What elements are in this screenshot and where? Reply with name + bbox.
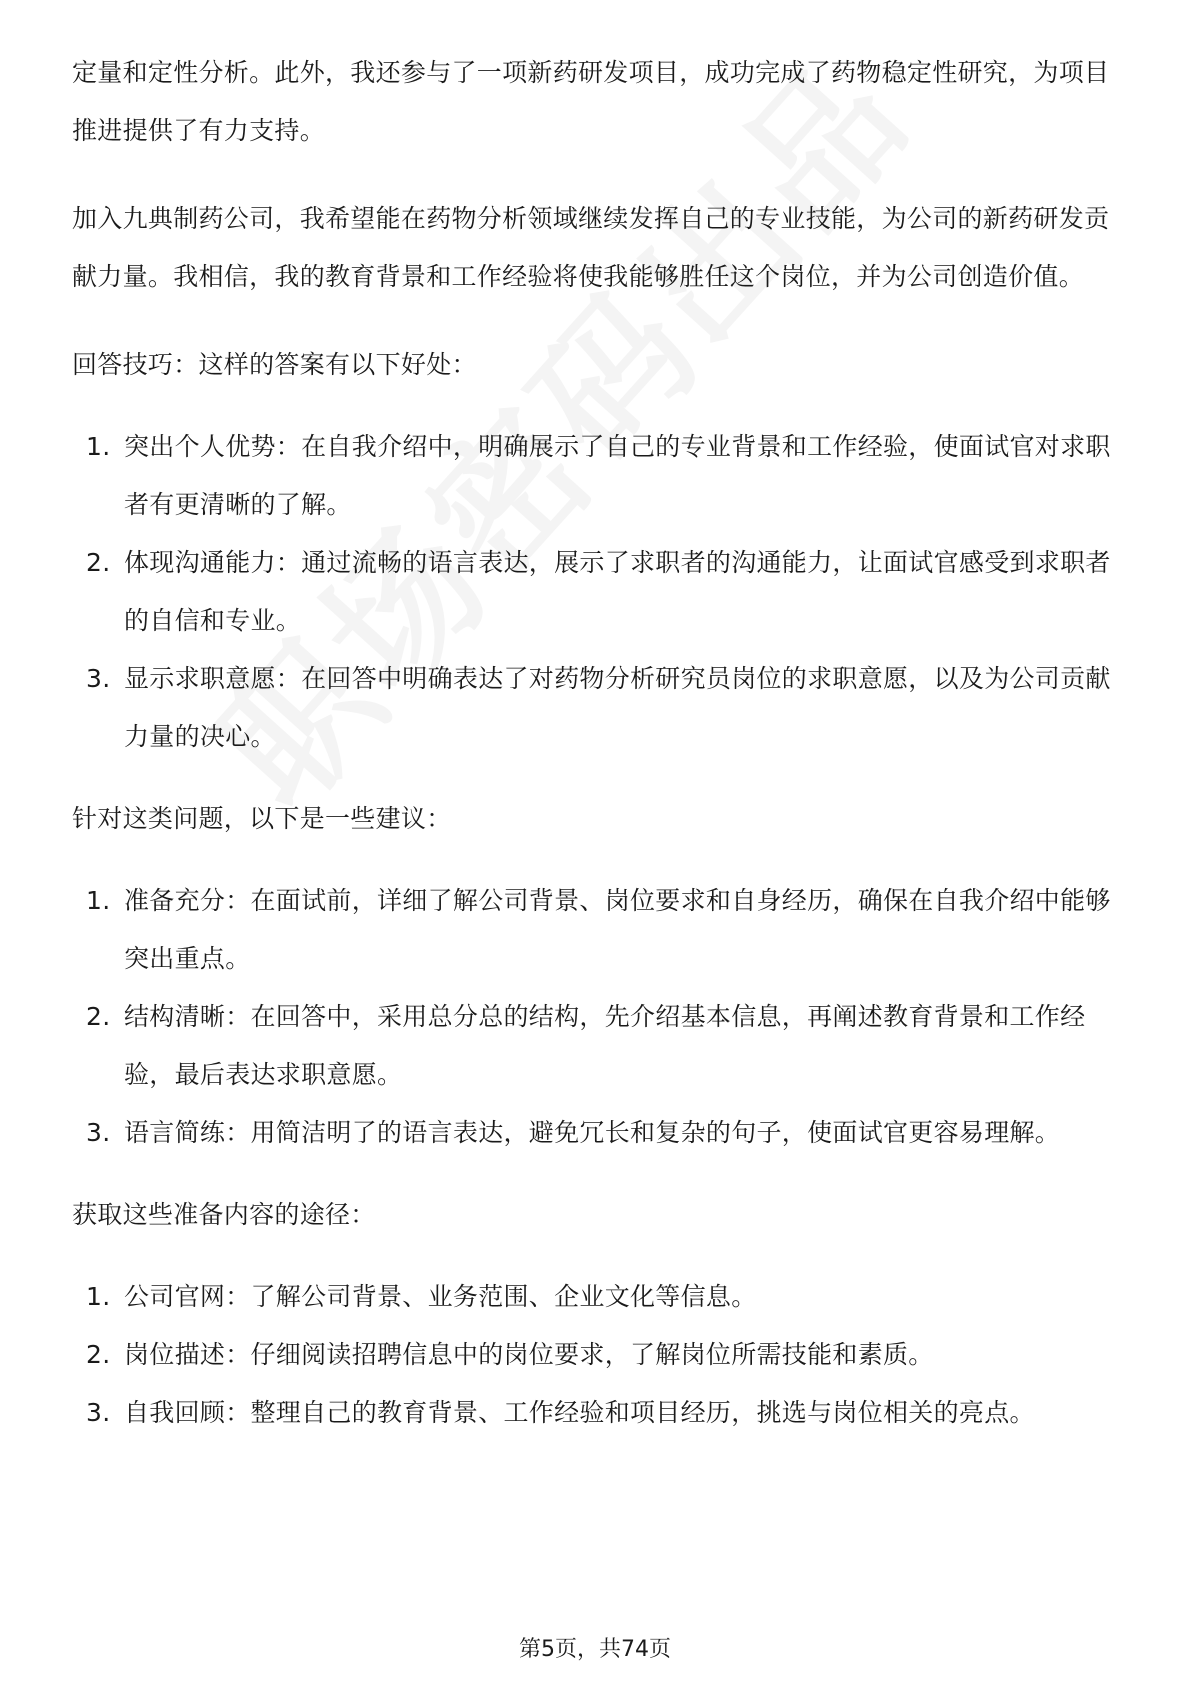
- paragraph-tips-heading: 回答技巧：这样的答案有以下好处：: [72, 350, 477, 379]
- list-item: [72, 418, 1122, 534]
- list-item: [72, 534, 1122, 650]
- list-number: 1.: [86, 432, 111, 461]
- list-number: 3.: [86, 664, 111, 693]
- paragraph-advice-heading: 针对这类问题，以下是一些建议：: [72, 804, 452, 833]
- list-item: [72, 1268, 1122, 1326]
- list-item-text: 自我回顾：整理自己的教育背景、工作经验和项目经历，挑选与岗位相关的亮点。: [124, 1398, 1035, 1427]
- list-number: 3.: [86, 1398, 111, 1427]
- list-number: 2.: [86, 1002, 111, 1031]
- list-number: 3.: [86, 1118, 111, 1147]
- list-item: [72, 1326, 1122, 1384]
- list-item: [72, 872, 1122, 988]
- list-item-text: 显示求职意愿：在回答中明确表达了对药物分析研究员岗位的求职意愿，以及为公司贡献力量的决心。: [124, 664, 1111, 751]
- paragraph-motivation: 加入九典制药公司，我希望能在药物分析领域继续发挥自己的专业技能，为公司的新药研发贡献力量。我相信，我的教育背景和工作经验将使我能够胜任这个岗位，并为公司创造价值。: [72, 204, 1110, 291]
- sources-list: [72, 1268, 1122, 1442]
- list-item: [72, 1104, 1122, 1162]
- list-item: [72, 650, 1122, 766]
- list-number: 2.: [86, 1340, 111, 1369]
- list-item-text: 突出个人优势：在自我介绍中，明确展示了自己的专业背景和工作经验，使面试官对求职者有更清晰的了解。: [124, 432, 1111, 519]
- list-item: [72, 1384, 1122, 1442]
- list-number: 1.: [86, 886, 111, 915]
- paragraph-sources-heading: 获取这些准备内容的途径：: [72, 1200, 376, 1229]
- list-item-text: 结构清晰：在回答中，采用总分总的结构，先介绍基本信息，再阐述教育背景和工作经验，最后表达求职意愿。: [124, 1002, 1086, 1089]
- document-body: [72, 44, 1122, 1442]
- page-footer: 第5页，共74页: [519, 1637, 671, 1662]
- list-item: [72, 988, 1122, 1104]
- list-item-text: 岗位描述：仔细阅读招聘信息中的岗位要求，了解岗位所需技能和素质。: [124, 1340, 934, 1369]
- advice-list: [72, 872, 1122, 1162]
- list-number: 2.: [86, 548, 111, 577]
- benefits-list: [72, 418, 1122, 766]
- list-item-text: 准备充分：在面试前，详细了解公司背景、岗位要求和自身经历，确保在自我介绍中能够突出重点。: [124, 886, 1111, 973]
- list-number: 1.: [86, 1282, 111, 1311]
- list-item-text: 语言简练：用简洁明了的语言表达，避免冗长和复杂的句子，使面试官更容易理解。: [124, 1118, 1061, 1147]
- paragraph-continuation: 定量和定性分析。此外，我还参与了一项新药研发项目，成功完成了药物稳定性研究，为项目推进提供了有力支持。: [72, 58, 1110, 145]
- list-item-text: 公司官网：了解公司背景、业务范围、企业文化等信息。: [124, 1282, 757, 1311]
- list-item-text: 体现沟通能力：通过流畅的语言表达，展示了求职者的沟通能力，让面试官感受到求职者的自信和专业。: [124, 548, 1111, 635]
